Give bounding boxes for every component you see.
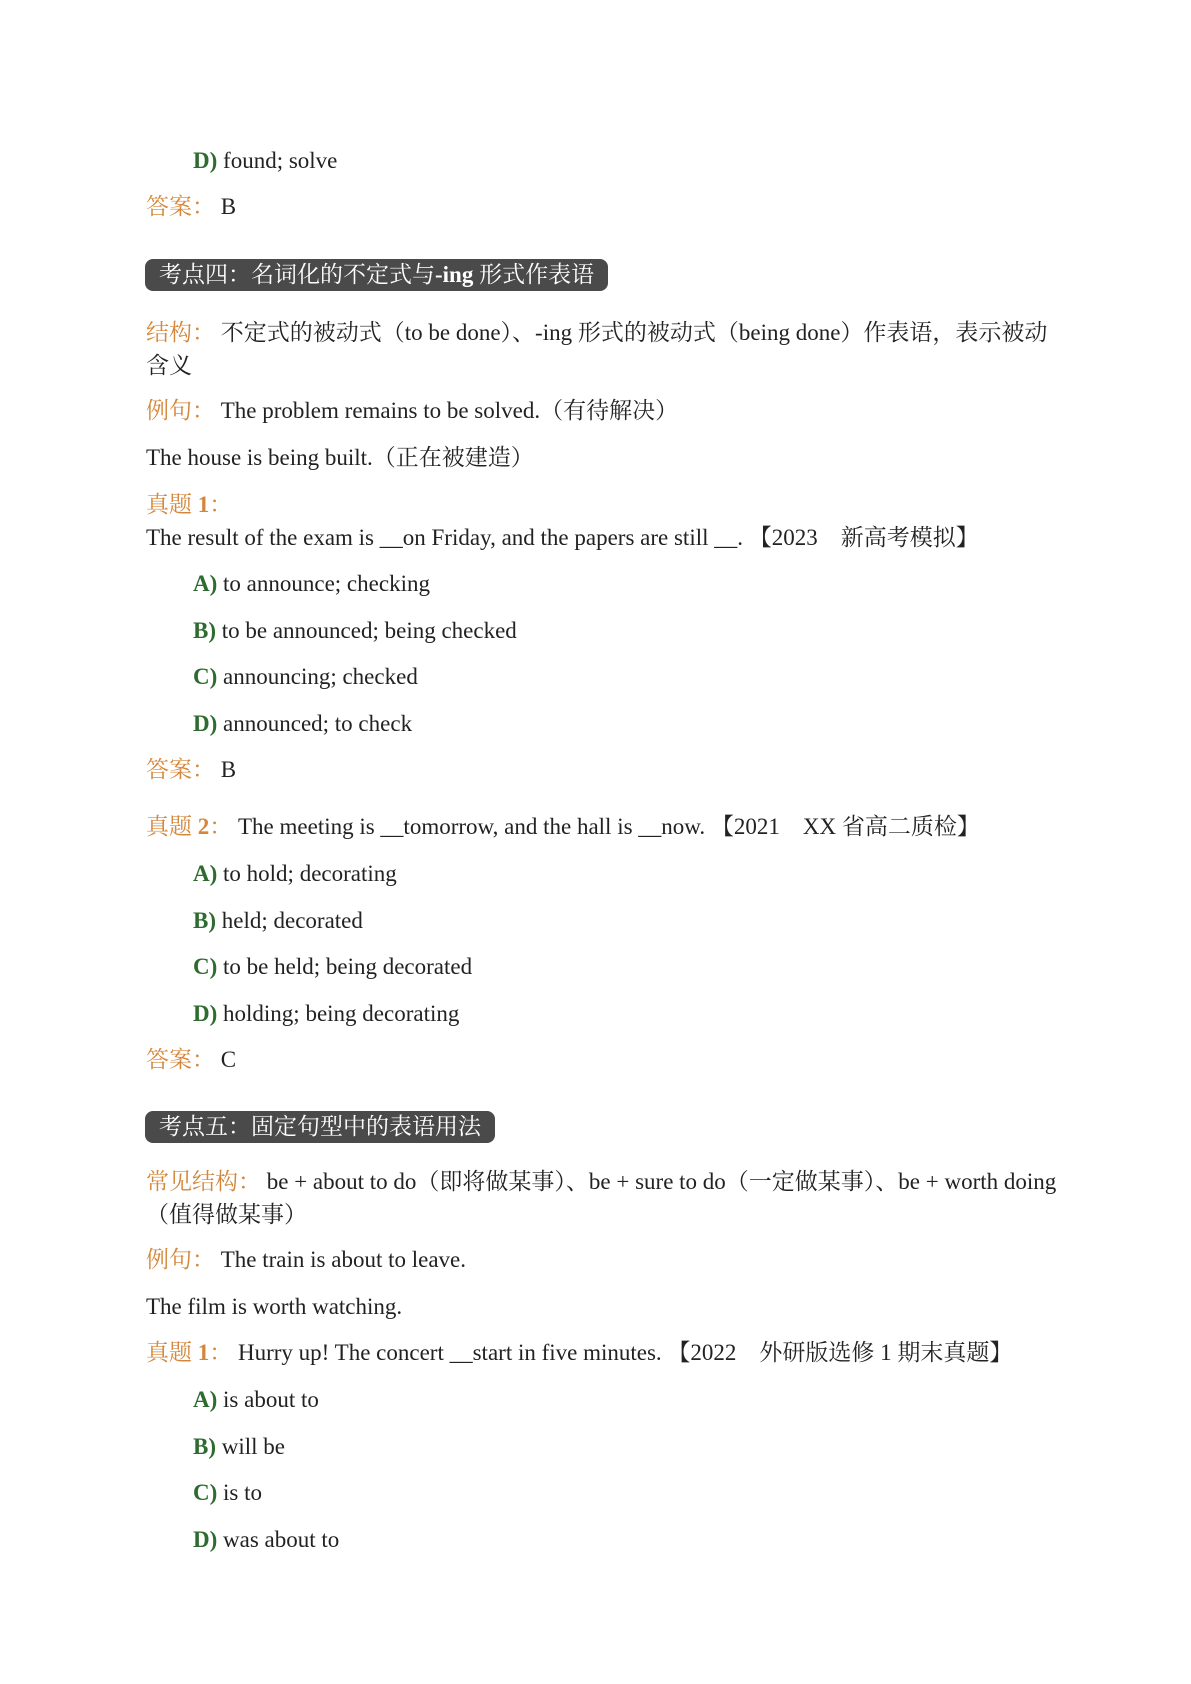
question-label: 真题 1：: [146, 492, 233, 517]
example-text: The house is being built.（正在被建造）: [146, 445, 534, 470]
option-text: is to: [223, 1480, 263, 1505]
example-text: The problem remains to be solved.（有待解决）: [220, 398, 679, 423]
option-text: will be: [221, 1434, 285, 1459]
option-b: [193, 904, 363, 937]
option-text: was about to: [223, 1527, 340, 1552]
option-c: [193, 950, 472, 983]
option-text: held; decorated: [221, 908, 363, 933]
option-d: [193, 997, 459, 1030]
section-title-bold: -ing: [435, 262, 474, 287]
answer: [146, 1043, 1061, 1076]
option-c: [193, 1476, 262, 1509]
example-label: 例句：: [146, 1247, 215, 1272]
answer-label: 答案：: [146, 194, 215, 219]
option-b: [193, 614, 517, 647]
question-text: Hurry up! The concert __start in five minutes. 【2022 外研版选修 1 期末真题】: [238, 1340, 1013, 1365]
answer-value: B: [220, 757, 237, 782]
option-letter: B): [193, 908, 216, 933]
option-text: to announce; checking: [223, 571, 430, 596]
section-header-4: [145, 259, 608, 291]
option-letter: A): [193, 1387, 218, 1412]
option-letter: D): [193, 711, 218, 736]
question-1: [146, 488, 1061, 554]
option-a: [193, 857, 397, 890]
example-text: The film is worth watching.: [146, 1294, 403, 1319]
example-label: 例句：: [146, 398, 215, 423]
option-letter: D): [193, 1001, 218, 1026]
option-text: to be held; being decorated: [223, 954, 473, 979]
option-text: is about to: [223, 1387, 319, 1412]
option-d: [193, 1523, 339, 1556]
option-b: [193, 1430, 285, 1463]
option-letter: C): [193, 954, 218, 979]
example-text: The train is about to leave.: [220, 1247, 467, 1272]
option-a: [193, 567, 430, 600]
section-title: 考点五：固定句型中的表语用法: [159, 1114, 481, 1139]
structure-label: 结构：: [146, 320, 215, 345]
example-line-2: [146, 441, 1061, 474]
option-text: found; solve: [223, 148, 338, 173]
structure-paragraph: [146, 1165, 1061, 1231]
option-letter: B): [193, 1434, 216, 1459]
example-line-1: [146, 394, 1061, 427]
answer-label: 答案：: [146, 757, 215, 782]
structure-paragraph: [146, 316, 1061, 382]
structure-text: be + about to do（即将做某事）、be + sure to do（一定做某事）、be + worth doing（值得做某事）: [146, 1169, 1057, 1227]
answer-value: C: [220, 1047, 237, 1072]
option-letter: D): [193, 148, 218, 173]
question-label: 真题 2：: [146, 814, 233, 839]
option-letter: C): [193, 664, 218, 689]
answer-value: B: [220, 194, 237, 219]
question-text: The result of the exam is __on Friday, and the papers are still __. 【2023 新高考模拟】: [146, 525, 979, 550]
question-label: 真题 1：: [146, 1340, 233, 1365]
structure-label: 常见结构：: [146, 1169, 261, 1194]
option-letter: A): [193, 571, 218, 596]
example-line-1: [146, 1243, 1061, 1276]
section-title-pre: 考点四：名词化的不定式与: [159, 262, 435, 287]
option-d: [193, 707, 412, 740]
option-letter: B): [193, 618, 216, 643]
question-text: The meeting is __tomorrow, and the hall is __now. 【2021 XX 省高二质检】: [238, 814, 980, 839]
answer-label: 答案：: [146, 1047, 215, 1072]
question-1: [146, 1336, 1061, 1369]
example-line-2: [146, 1290, 1061, 1323]
option-text: to be announced; being checked: [221, 618, 517, 643]
option-c: [193, 660, 418, 693]
question-2: [146, 810, 1061, 843]
section-title-post: 形式作表语: [473, 262, 595, 287]
option-text: holding; being decorating: [223, 1001, 460, 1026]
option-letter: D): [193, 1527, 218, 1552]
option-letter: A): [193, 861, 218, 886]
option-a: [193, 1383, 319, 1416]
option-text: announcing; checked: [223, 664, 418, 689]
answer: [146, 190, 1061, 223]
option-text: to hold; decorating: [223, 861, 397, 886]
structure-text: 不定式的被动式（to be done）、-ing 形式的被动式（being done）作表语，表示被动含义: [146, 320, 1048, 378]
option-letter: C): [193, 1480, 218, 1505]
answer: [146, 753, 1061, 786]
option-text: announced; to check: [223, 711, 413, 736]
option-d: [193, 144, 337, 177]
section-header-5: [145, 1111, 495, 1143]
